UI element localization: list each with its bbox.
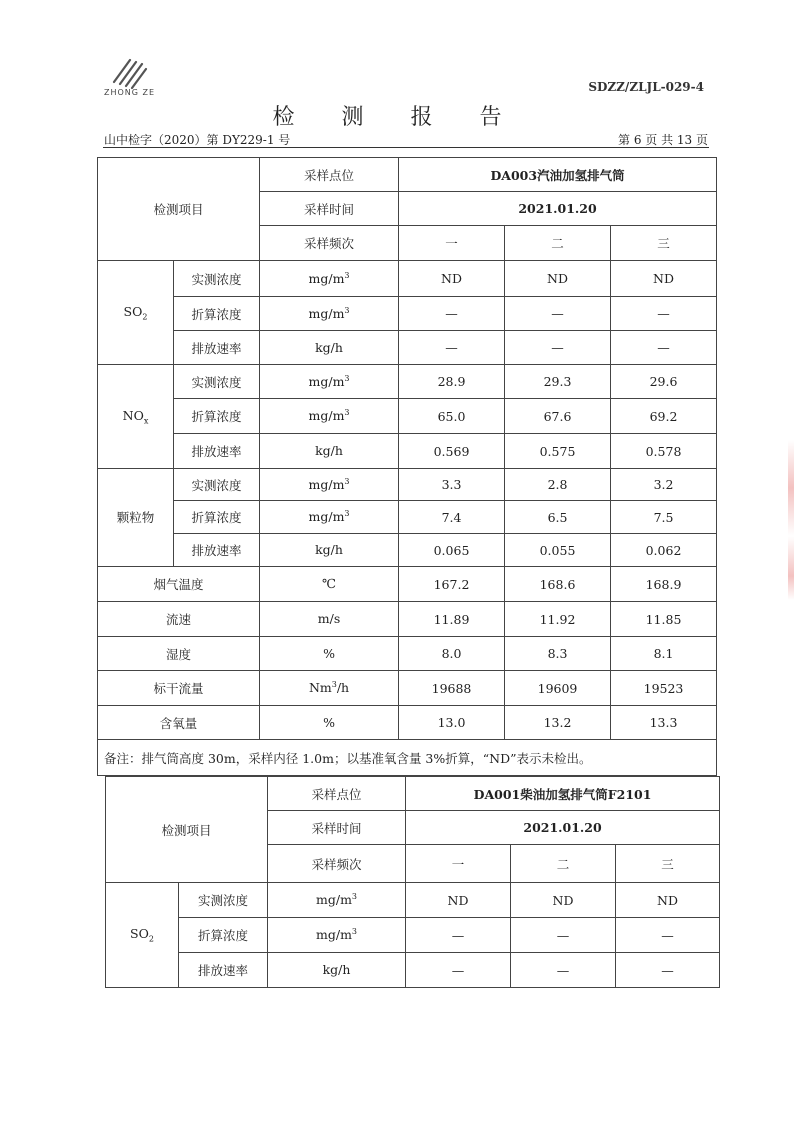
unit-cell <box>260 331 399 365</box>
value-cell: — <box>505 331 611 365</box>
pollutant-name <box>98 469 174 567</box>
table-row <box>98 469 717 501</box>
table-row <box>98 671 717 706</box>
unit-text: % <box>323 646 335 662</box>
pollutant-label: 颗粒物 <box>116 509 155 525</box>
table-row <box>98 637 717 671</box>
pollutant-name <box>106 883 179 988</box>
pollutant-name <box>98 261 174 365</box>
value-cell: ND <box>616 883 720 918</box>
table-row <box>106 953 720 988</box>
value-cell: 0.578 <box>611 434 717 469</box>
sampling-point-label: 采样点位 <box>260 158 399 192</box>
value-cell: 29.3 <box>505 365 611 399</box>
unit-cell <box>260 399 399 434</box>
parameter-label: 标干流量 <box>98 671 260 706</box>
unit-exponent: 3 <box>344 270 350 280</box>
unit-cell <box>260 434 399 469</box>
value-cell: 29.6 <box>611 365 717 399</box>
table-note: 备注：排气筒高度 30m，采样内径 1.0m；以基准氧含量 3%折算，“ND”表示未检出。 <box>98 740 717 776</box>
value-cell: 65.0 <box>399 399 505 434</box>
unit-cell <box>260 297 399 331</box>
value-cell: 0.575 <box>505 434 611 469</box>
unit-cell <box>260 261 399 297</box>
value-cell: 11.89 <box>399 602 505 637</box>
value-cell: ND <box>399 261 505 297</box>
unit-cell <box>260 469 399 501</box>
value-cell: 19523 <box>611 671 717 706</box>
unit-text: mg/m <box>316 927 352 943</box>
sampling-time-value: 2021.01.20 <box>399 192 717 226</box>
pollutant-name <box>98 365 174 469</box>
unit-text: kg/h <box>315 340 343 356</box>
value-cell: — <box>399 331 505 365</box>
value-cell: — <box>616 918 720 953</box>
value-cell: 11.85 <box>611 602 717 637</box>
value-cell: — <box>399 297 505 331</box>
metric-label: 排放速率 <box>174 534 260 567</box>
value-cell: 2.8 <box>505 469 611 501</box>
value-cell: 19609 <box>505 671 611 706</box>
metric-label: 实测浓度 <box>179 883 268 918</box>
table-row <box>98 534 717 567</box>
pollutant-subscript: 2 <box>148 934 154 944</box>
metric-label: 排放速率 <box>179 953 268 988</box>
unit-cell <box>260 534 399 567</box>
report-reference-line <box>104 131 708 147</box>
unit-text: % <box>323 715 335 731</box>
unit-text: mg/m <box>308 408 345 424</box>
unit-cell <box>260 706 399 740</box>
pollutant-subscript: 2 <box>142 312 148 322</box>
frequency-header: 二 <box>511 845 616 883</box>
sampling-time-value: 2021.01.20 <box>406 811 720 845</box>
sampling-point-label: 采样点位 <box>268 777 406 811</box>
value-cell: — <box>505 297 611 331</box>
pollutant-label: NO <box>122 407 144 423</box>
header-divider <box>103 147 709 148</box>
sampling-time-label: 采样时间 <box>260 192 399 226</box>
table-row <box>98 706 717 740</box>
parameter-label: 含氧量 <box>98 706 260 740</box>
value-cell: 0.062 <box>611 534 717 567</box>
unit-exponent: 3 <box>344 373 350 383</box>
value-cell: — <box>611 297 717 331</box>
table-row <box>98 261 717 297</box>
unit-cell <box>260 602 399 637</box>
metric-label: 排放速率 <box>174 434 260 469</box>
unit-exponent: 3 <box>351 892 358 902</box>
page-title: 检 测 报 告 <box>272 105 522 130</box>
unit-cell <box>268 918 406 953</box>
value-cell: — <box>616 953 720 988</box>
metric-label: 折算浓度 <box>179 918 268 953</box>
value-cell: 67.6 <box>505 399 611 434</box>
value-cell: — <box>406 918 511 953</box>
value-cell: 0.065 <box>399 534 505 567</box>
metric-label: 实测浓度 <box>174 261 260 297</box>
metric-label: 排放速率 <box>174 331 260 365</box>
table-row <box>98 567 717 602</box>
unit-exponent: 3 <box>351 927 358 937</box>
unit-text: mg/m <box>308 509 345 525</box>
frequency-header: 一 <box>406 845 511 883</box>
unit-text: kg/h <box>315 443 343 459</box>
value-cell: — <box>611 331 717 365</box>
table-row <box>98 297 717 331</box>
metric-label: 折算浓度 <box>174 501 260 534</box>
unit-exponent: 3 <box>344 305 350 315</box>
unit-tail: /h <box>336 680 350 696</box>
unit-text: kg/h <box>322 962 351 978</box>
unit-cell <box>260 365 399 399</box>
value-cell: ND <box>611 261 717 297</box>
table-row <box>98 434 717 469</box>
parameter-label: 流速 <box>98 602 260 637</box>
value-cell: 7.5 <box>611 501 717 534</box>
parameter-label: 烟气温度 <box>98 567 260 602</box>
logo-text: ZHONG ZE <box>104 88 156 97</box>
value-cell: 13.0 <box>399 706 505 740</box>
value-cell: ND <box>505 261 611 297</box>
frequency-header: 二 <box>505 226 611 261</box>
value-cell: 28.9 <box>399 365 505 399</box>
sampling-frequency-label: 采样频次 <box>260 226 399 261</box>
unit-cell <box>260 501 399 534</box>
pollutant-label: SO <box>130 926 149 942</box>
value-cell: 8.1 <box>611 637 717 671</box>
value-cell: 0.569 <box>399 434 505 469</box>
unit-text: ℃ <box>322 576 336 592</box>
value-cell: 19688 <box>399 671 505 706</box>
value-cell: 3.3 <box>399 469 505 501</box>
pollutant-label: SO <box>123 303 143 319</box>
value-cell: ND <box>406 883 511 918</box>
unit-text: mg/m <box>308 306 345 322</box>
value-cell: — <box>406 953 511 988</box>
unit-text: mg/m <box>316 892 352 908</box>
value-cell: 8.0 <box>399 637 505 671</box>
table-row <box>98 331 717 365</box>
unit-exponent: 3 <box>331 680 337 690</box>
table-row <box>98 501 717 534</box>
value-cell: 168.9 <box>611 567 717 602</box>
results-table-da003 <box>97 157 717 776</box>
pollutant-subscript: x <box>143 416 149 426</box>
item-header: 检测项目 <box>106 777 268 883</box>
parameter-label: 湿度 <box>98 637 260 671</box>
value-cell: 168.6 <box>505 567 611 602</box>
table-row <box>98 365 717 399</box>
value-cell: 3.2 <box>611 469 717 501</box>
unit-text: Nm <box>308 680 332 696</box>
value-cell: 0.055 <box>505 534 611 567</box>
item-header: 检测项目 <box>98 158 260 261</box>
unit-cell <box>260 567 399 602</box>
table-row <box>98 399 717 434</box>
unit-cell <box>260 671 399 706</box>
value-cell: 7.4 <box>399 501 505 534</box>
unit-cell <box>260 637 399 671</box>
metric-label: 实测浓度 <box>174 469 260 501</box>
unit-text: mg/m <box>308 477 345 493</box>
unit-cell <box>268 883 406 918</box>
sampling-time-label: 采样时间 <box>268 811 406 845</box>
value-cell: 8.3 <box>505 637 611 671</box>
unit-exponent: 3 <box>344 408 350 418</box>
table-row <box>106 918 720 953</box>
unit-exponent: 3 <box>344 476 350 486</box>
value-cell: 69.2 <box>611 399 717 434</box>
frequency-header: 三 <box>611 226 717 261</box>
frequency-header: 一 <box>399 226 505 261</box>
metric-label: 折算浓度 <box>174 399 260 434</box>
frequency-header: 三 <box>616 845 720 883</box>
results-table-da001 <box>105 776 720 988</box>
value-cell: 13.3 <box>611 706 717 740</box>
unit-text: kg/h <box>315 542 343 558</box>
value-cell: 6.5 <box>505 501 611 534</box>
sampling-frequency-label: 采样频次 <box>268 845 406 883</box>
value-cell: 11.92 <box>505 602 611 637</box>
metric-label: 折算浓度 <box>174 297 260 331</box>
page-info: 第 6 页 共 13 页 <box>618 133 708 147</box>
value-cell: 167.2 <box>399 567 505 602</box>
stamp-mark <box>788 440 794 600</box>
unit-text: m/s <box>317 611 341 627</box>
table-row <box>98 602 717 637</box>
value-cell: — <box>511 918 616 953</box>
sampling-point-value: DA001柴油加氢排气筒F2101 <box>406 777 720 811</box>
value-cell: ND <box>511 883 616 918</box>
value-cell: 13.2 <box>505 706 611 740</box>
value-cell: — <box>511 953 616 988</box>
table-row <box>106 883 720 918</box>
unit-cell <box>268 953 406 988</box>
unit-exponent: 3 <box>344 509 350 519</box>
unit-text: mg/m <box>308 374 345 390</box>
document-code: SDZZ/ZLJL-029-4 <box>588 80 704 94</box>
sampling-point-value: DA003汽油加氢排气筒 <box>399 158 717 192</box>
unit-text: mg/m <box>308 271 345 287</box>
report-number: 山中检字（2020）第 DY229-1 号 <box>104 133 291 147</box>
metric-label: 实测浓度 <box>174 365 260 399</box>
